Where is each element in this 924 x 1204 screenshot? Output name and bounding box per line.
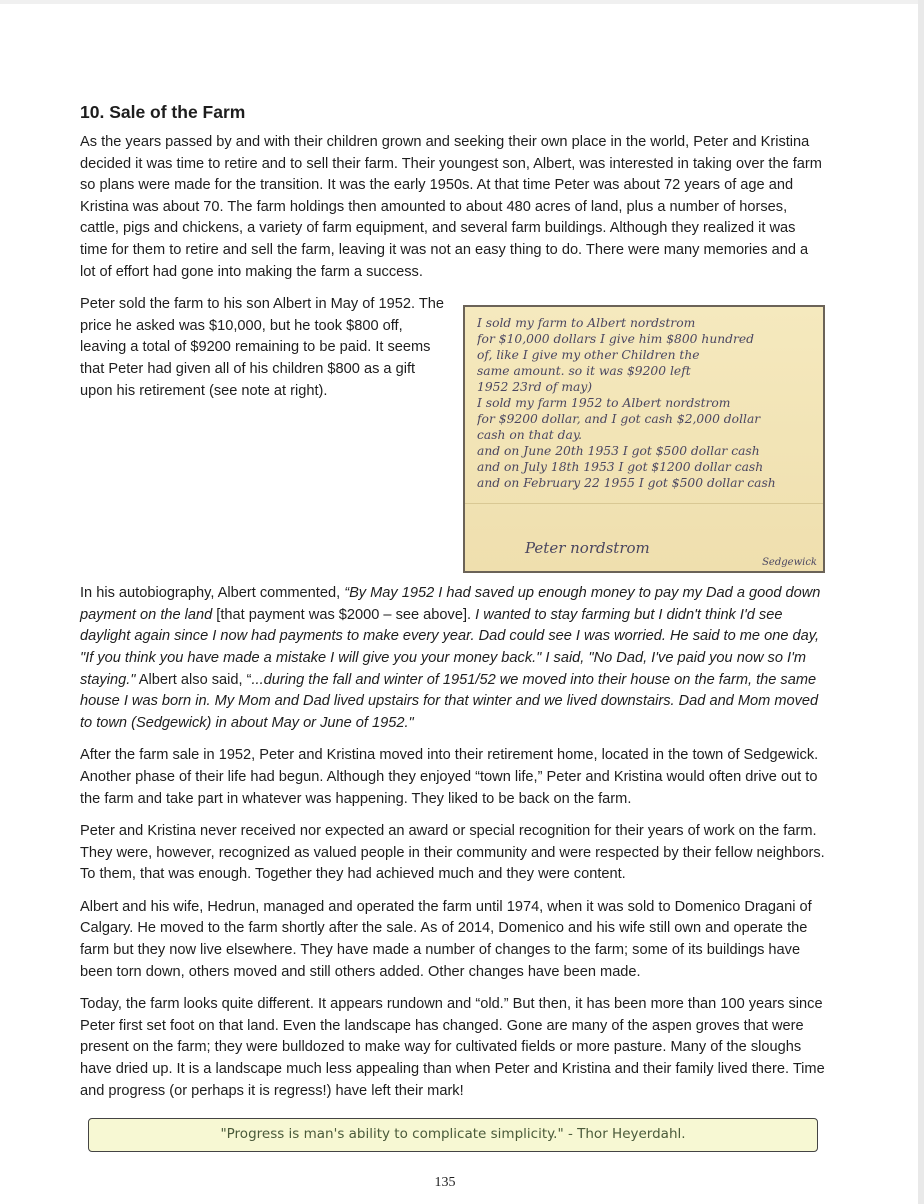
note-line: and on June 20th 1953 I got $500 dollar cash xyxy=(477,444,760,459)
paragraph-sale: Peter sold the farm to his son Albert in May of 1952. The price he asked was $10,000, but he took $800 off, leaving a total of $9200 remaining to be paid. It seems that Peter had given all of his children $800 as a gift upon his retirement (see note at right). xyxy=(80,296,444,399)
quote-text: I wanted to stay farming but I didn't think I'd see daylight again since I now had payments to make every year. Dad could see I was worried. He said to me one day, "If you think you have made a mistake I will give you your money back." I said, "No Dad, I've paid you now so I'm staying." xyxy=(80,606,819,688)
note-line: of, like I give my other Children the xyxy=(477,348,700,363)
section-title: 10. Sale of the Farm xyxy=(80,102,246,122)
intro-text: As the years passed by and with their children grown and seeking their own place in the world, Peter and Kristina decided it was time to retire and to sell their farm. Their youngest son, Albert, was interested in taking over the farm so plans were made for the transition. It was the early 1950s. At that time Peter was about 72 years of age and Kristina was about 70. The farm holdings then amounted to about 480 acres of land, plus a number of horses, cattle, pigs and chickens, a variety of farm equipment, and several farm buildings. Although they realized it was time for them to retire and sell the farm, leaving it was not an easy thing to do. There were many memories and a lot of effort had gone into making the farm a success. xyxy=(80,134,822,280)
note-line: same amount. so it was $9200 left xyxy=(477,364,691,379)
page-content xyxy=(80,0,825,1102)
paragraph-later-owners: Albert and his wife, Hedrun, managed and operated the farm until 1974, when it was sold to Domenico Dragani of Calgary. He moved to the farm shortly after the sale. As of 2014, Domenico and his wife still own and operate the farm but they now live elsewhere. They have made a number of changes to the farm; some of its buildings have been torn down, others moved and still others added. Other changes have been made. xyxy=(80,898,812,980)
paragraph-retirement: After the farm sale in 1952, Peter and Kristina moved into their retirement home, located in the town of Sedgewick. Another phase of their life had begun. Although they enjoyed “town life,” Peter and Kristina would often drive out to the farm and take part in whatever was happening. They liked to be back on the farm. xyxy=(80,747,819,807)
quote-box: "Progress is man's ability to complicate simplicity." - Thor Heyerdahl. xyxy=(88,1118,818,1152)
text: [that payment was $2000 – see above]. xyxy=(212,606,476,623)
quote-text: ...during the fall and winter of 1951/52 we moved into their house on the farm, the same house I was born in. My Mom and Dad lived upstairs for that winter and we lived downstairs. Dad and Mom moved to town (Sedgewick) in about May or June of 1952." xyxy=(80,671,819,731)
note-line: I sold my farm to Albert nordstrom xyxy=(477,316,696,331)
note-line: for $9200 dollar, and I got cash $2,000 dollar xyxy=(477,412,761,427)
paragraph-intro xyxy=(80,132,825,283)
quote-text: “By May 1952 I had saved up enough money to pay my Dad a good down payment on the land xyxy=(80,585,821,623)
text: In his autobiography, Albert commented, xyxy=(80,585,345,602)
note-line: cash on that day. xyxy=(477,428,583,443)
note-line: and on July 18th 1953 I got $1200 dollar cash xyxy=(477,460,764,475)
note-line: and on February 22 1955 I got $500 dollar cash xyxy=(477,476,776,491)
note-line: 1952 23rd of may) xyxy=(477,380,593,395)
paragraph-recognition: Peter and Kristina never received nor expected an award or special recognition for their years of work on the farm. They were, however, recognized as valued people in their community and were respected by their fellow neighbors. To them, that was enough. Together they had achieved much and they were content. xyxy=(80,823,825,883)
note-line: I sold my farm 1952 to Albert nordstrom xyxy=(477,396,731,411)
paragraph-today: Today, the farm looks quite different. It appears rundown and “old.” But then, it has been more than 100 years since Peter first set foot on that land. Even the landscape has changed. Gone are many of the aspen groves that were present on the farm; they were bulldozed to make way for cultivated fields or more pasture. Many of the sloughs have dried up. It is a landscape much less appealing than when Peter and Kristina and their family lived there. Time and progress (or perhaps it is regress!) have left their mark! xyxy=(80,996,825,1099)
paragraph-autobiography xyxy=(80,583,825,734)
note-fold xyxy=(465,503,823,504)
note-line: for $10,000 dollars I give him $800 hundred xyxy=(477,332,755,347)
page-right-edge xyxy=(918,0,924,1204)
handwritten-note-image xyxy=(463,305,825,573)
note-signature: Peter nordstrom xyxy=(525,539,650,558)
page-number: 135 xyxy=(434,1175,456,1191)
text: Albert also said, “ xyxy=(135,671,252,688)
note-town: Sedgewick xyxy=(762,557,817,569)
